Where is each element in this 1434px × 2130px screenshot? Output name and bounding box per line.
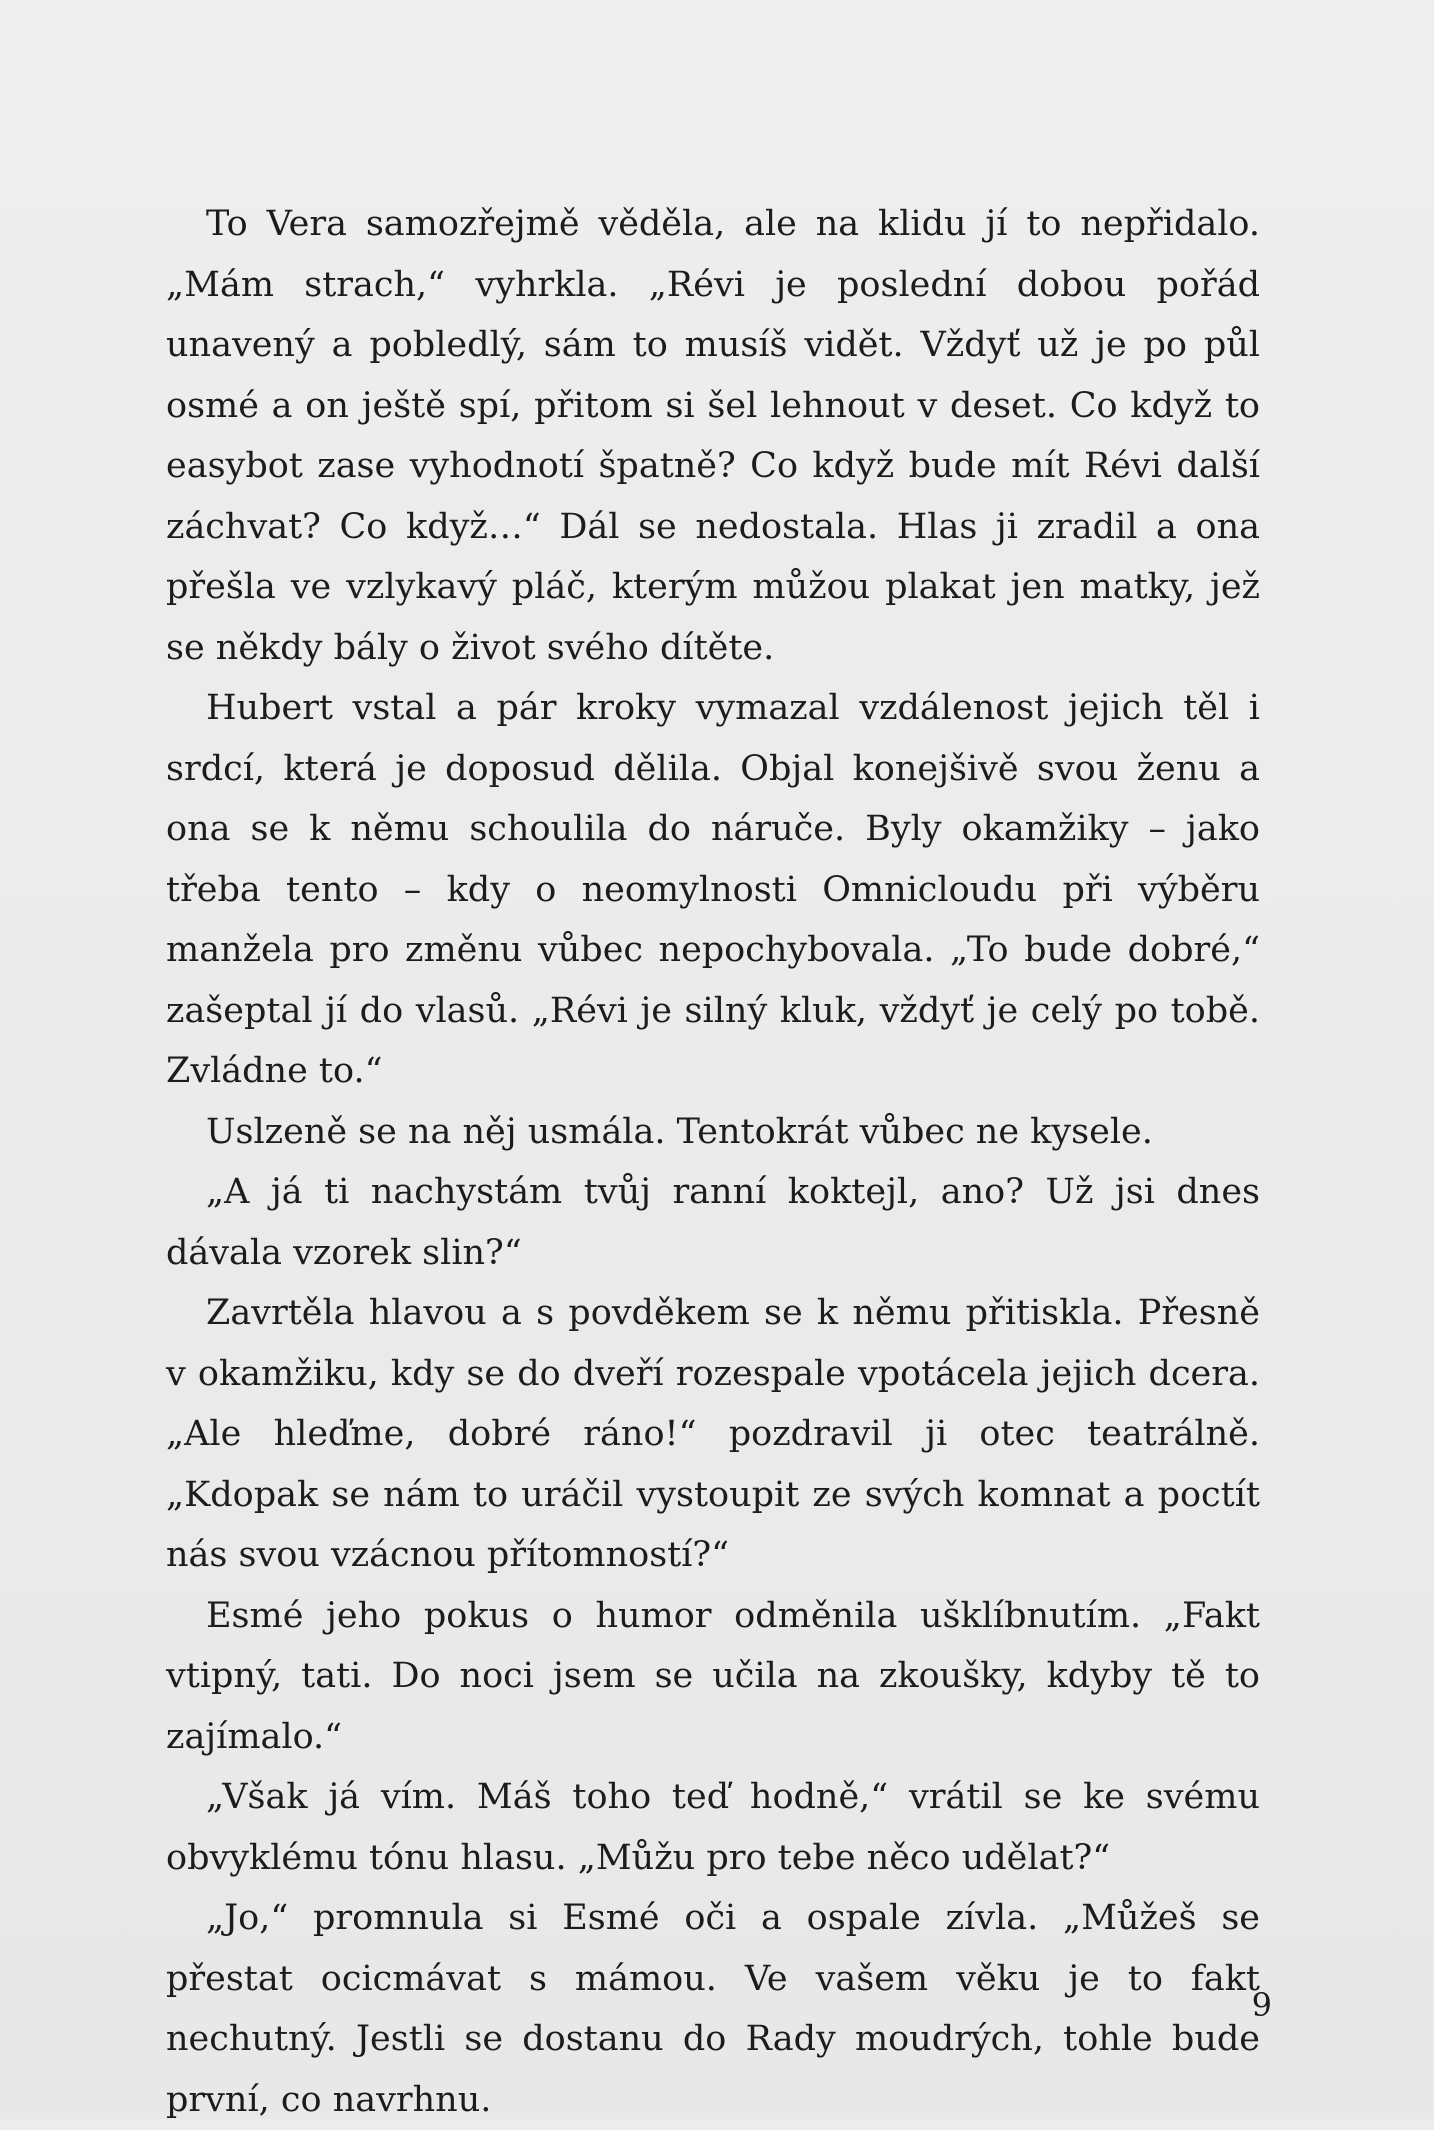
page-number: 9 xyxy=(1251,1986,1272,2024)
paragraph: To Vera samozřejmě věděla, ale na klidu jí to nepřidalo. „Mám strach,“ vyhrkla. „Révi je poslední dobou pořád unavený a pobledlý, sám to musíš vidět. Vždyť už je po půl osmé a on ještě spí, přitom si šel lehnout v deset. Co když to easybot zase vyhodnotí špatně? Co když bude mít Révi další záchvat? Co když…“ Dál se nedostala. Hlas ji zradil a ona přešla ve vzlykavý pláč, kterým můžou plakat jen matky, jež se někdy bály o život svého dítěte. xyxy=(166,204,1260,668)
paragraph: „Jo,“ promnula si Esmé oči a ospale zívla. „Můžeš se přestat ocicmávat s mámou. Ve vašem věku je to fakt nechutný. Jestli se dostanu do Rady moudrých, tohle bude první, co navrhnu. xyxy=(166,1898,1260,2120)
paragraph: „A já ti nachystám tvůj ranní koktejl, ano? Už jsi dnes dávala vzorek slin?“ xyxy=(166,1172,1260,1273)
paragraph: Zavrtěla hlavou a s povděkem se k němu přitiskla. Přesně v okamžiku, kdy se do dveří rozespale vpotácela jejich dcera. „Ale hleďme, dobré ráno!“ pozdravil ji otec teatrálně. „Kdopak se nám to uráčil vystoupit ze svých komnat a poctít nás svou vzácnou přítomností?“ xyxy=(166,1293,1260,1575)
body-text xyxy=(166,194,1260,2130)
paragraph: Uslzeně se na něj usmála. Tentokrát vůbec ne kysele. xyxy=(206,1111,1153,1152)
paragraph: Hubert vstal a pár kroky vymazal vzdálenost jejich těl i srdcí, která je doposud dělila. Objal konejšivě svou ženu a ona se k němu schoulila do náruče. Byly okamžiky – jako třeba tento – kdy o neomylnosti Omnicloudu při výběru manžela pro změnu vůbec nepochybovala. „To bude dobré,“ zašeptal jí do vlasů. „Révi je silný kluk, vždyť je celý po tobě. Zvládne to.“ xyxy=(166,688,1260,1091)
paragraph: Esmé jeho pokus o humor odměnila ušklíbnutím. „Fakt vtipný, tati. Do noci jsem se učila na zkoušky, kdyby tě to zajímalo.“ xyxy=(166,1595,1260,1757)
paragraph: „Však já vím. Máš toho teď hodně,“ vrátil se ke svému obvyklému tónu hlasu. „Můžu pro tebe něco udělat?“ xyxy=(166,1777,1260,1878)
